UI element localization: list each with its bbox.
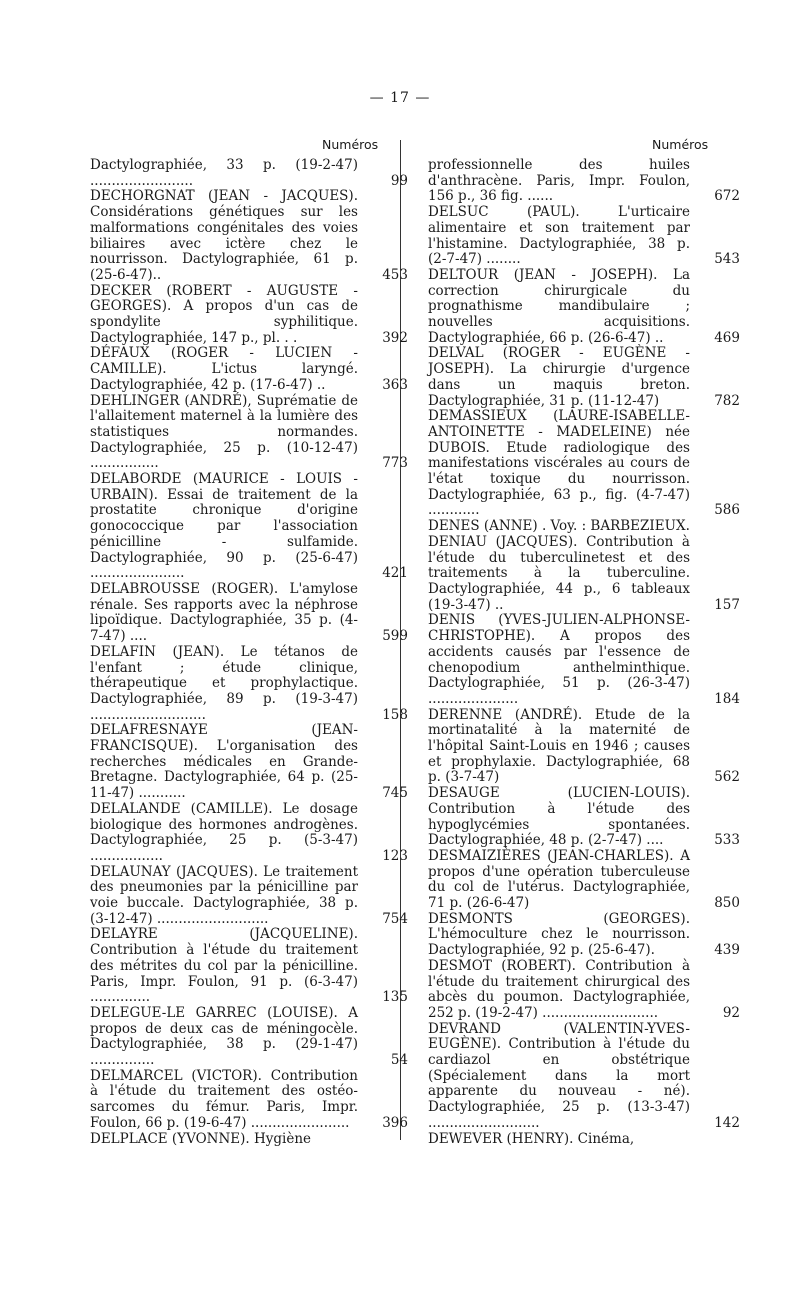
left-column: [90, 157, 408, 1147]
index-entry: [428, 706, 740, 787]
entry-number: 672: [714, 188, 740, 205]
entry-text: DECHORGNAT (JEAN - JACQUES). Considérations génétiques sur les malformations congénitales des voies biliaires avec ictère chez le nourrisson. Dactylographiée, 61 p. (25-6-47)..: [90, 188, 358, 283]
entry-text: DELALANDE (CAMILLE). Le dosage biologique des hormones androgènes. Dactylographiée, 25 p. (5-3-47) .................: [90, 800, 358, 864]
entry-text: DEWEVER (HENRY). Cinéma,: [428, 1130, 635, 1147]
entry-text: DECKER (ROBERT - AUGUSTE - GEORGES). A propos d'un cas de spondylite syphilitique. Dactylographiée, 147 p., pl. . .: [90, 282, 358, 346]
entry-number: 123: [382, 847, 408, 864]
right-column: [428, 157, 740, 1147]
index-entry: [428, 408, 740, 519]
entry-number: 754: [382, 910, 408, 927]
entry-number: 396: [382, 1114, 408, 1131]
entry-text: DERENNE (ANDRÉ). Etude de la mortinatalité à la maternité de l'hôpital Saint-Louis en 1946 ; causes et prophylaxie. Dactylographiée, 68 p. (3-7-47): [428, 706, 690, 786]
index-entry: [428, 204, 740, 268]
entry-text: DELAFIN (JEAN). Le tétanos de l'enfant ; étude clinique, thérapeutique et prophylactique. Dactylographiée, 89 p. (19-3-47) ...........................: [90, 643, 358, 723]
entry-number: 99: [390, 172, 408, 189]
entry-text: DELAUNAY (JACQUES). Le traitement des pneumonies par la pénicilline par voie buccale. Dactylographiée, 38 p. (3-12-47) ..........................: [90, 863, 358, 927]
entry-number: 392: [382, 329, 408, 346]
entry-number: 745: [382, 785, 408, 802]
entry-text: DEVRAND (VALENTIN-YVES-EUGÈNE). Contribution à l'étude du cardiazol en obstétrique (Spécialement dans la mort apparente du nouveau - né). Dactylographiée, 25 p. (13-3-47) ..........................: [428, 1020, 690, 1131]
entry-text: DESMONTS (GEORGES). L'hémoculture chez le nourrisson. Dactylographiée, 92 p. (25-6-47).: [428, 910, 690, 959]
entry-number: 363: [382, 376, 408, 393]
left-column-heading: Numéros: [322, 137, 379, 152]
entry-text: DELTOUR (JEAN - JOSEPH). La correction chirurgicale du prognathisme mandibulaire ; nouvelles acquisitions. Dactylographiée, 66 p. (26-6-47) ..: [428, 266, 690, 346]
index-entry: [428, 1020, 740, 1132]
index-entry: [90, 157, 408, 189]
entry-number: 586: [714, 502, 740, 519]
index-entry: [90, 282, 408, 347]
entry-number: 439: [714, 942, 740, 959]
entry-text: Dactylographiée, 33 p. (19-2-47) ........................: [90, 157, 358, 189]
index-entry: [428, 266, 740, 347]
entry-text: DELVAL (ROGER - EUGÈNE - JOSEPH). La chirurgie d'urgence dans un maquis breton. Dactylographiée, 31 p. (11-12-47): [428, 345, 690, 409]
entry-text: DELSUC (PAUL). L'urticaire alimentaire et son traitement par l'histamine. Dactylographiée, 38 p. (2-7-47) ........: [428, 204, 690, 268]
index-entry: [90, 800, 408, 865]
right-column-heading: Numéros: [652, 137, 709, 152]
entry-text: DELPLACE (YVONNE). Hygiène: [90, 1130, 312, 1147]
index-entry: [428, 533, 740, 614]
index-entry: [428, 785, 740, 849]
index-entry: [90, 722, 408, 802]
index-entry: [428, 910, 740, 959]
entry-text: DESMAIZIÈRES (JEAN-CHARLES). A propos d'une opération tuberculeuse du col de l'utérus. Dactylographiée, 71 p. (26-6-47): [428, 847, 690, 912]
index-entry: [90, 188, 408, 283]
index-entry: [90, 392, 408, 473]
entry-text: DELMARCEL (VICTOR). Contribution à l'étude du traitement des ostéo-sarcomes du fémur. Paris, Impr. Foulon, 66 p. (19-6-47) .......................: [90, 1067, 358, 1131]
index-entry: [428, 1132, 690, 1148]
page-number: — 17 —: [369, 90, 431, 106]
index-entry: [90, 345, 408, 393]
index-entry: [90, 863, 408, 928]
entry-number: 543: [714, 251, 740, 268]
entry-text: DESAUGE (LUCIEN-LOUIS). Contribution à l'étude des hypoglycémies spontanées. Dactylographiée, 48 p. (2-7-47) ....: [428, 785, 690, 849]
entry-number: 533: [714, 832, 740, 849]
entry-text: professionnelle des huiles d'anthracène. Paris, Impr. Foulon, 156 p., 36 fig. ......: [428, 157, 690, 205]
entry-text: DELABROUSSE (ROGER). L'amylose rénale. Ses rapports avec la néphrose lipoïdique. Dactylographiée, 35 p. (4-7-47) ....: [90, 580, 358, 645]
entry-number: 599: [382, 628, 408, 645]
index-entry: [428, 847, 740, 912]
entry-text: DELAYRE (JACQUELINE). Contribution à l'étude du traitement des métrites du col par la pénicilline. Paris, Impr. Foulon, 91 p. (6-3-47) ..............: [90, 926, 358, 1006]
entry-number: 184: [714, 690, 740, 707]
index-entry: [90, 1132, 358, 1148]
index-entry: [90, 926, 408, 1006]
entry-number: 92: [722, 1004, 740, 1021]
index-entry: [90, 1067, 408, 1132]
entry-text: DEHLINGER (ANDRÉ), Suprématie de l'allaitement maternel à la lumière des statistiques normandes. Dactylographiée, 25 p. (10-12-47) ................: [90, 392, 358, 472]
entry-text: DÉFAUX (ROGER - LUCIEN - CAMILLE). L'ictus laryngé. Dactylographiée, 42 p. (17-6-47) ..: [90, 345, 358, 393]
index-entry: [90, 643, 408, 724]
index-entry: [428, 957, 740, 1022]
index-entry: [90, 1004, 408, 1069]
entry-text: DENES (ANNE) . Voy. : BARBEZIEUX.: [428, 518, 690, 535]
entry-text: DENIS (YVES-JULIEN-ALPHONSE-CHRISTOPHE). A propos des accidents causés par l'essence de chenopodium anthelminthique. Dactylographiée, 51 p. (26-3-47) .....................: [428, 612, 690, 707]
entry-number: 135: [382, 989, 408, 1006]
index-entry: [428, 345, 740, 409]
entry-number: 469: [714, 329, 740, 346]
entry-number: 421: [382, 565, 408, 582]
index-entry: [90, 471, 408, 582]
entry-number: 54: [390, 1052, 408, 1069]
entry-number: 157: [714, 596, 740, 613]
index-entry: [428, 519, 690, 535]
entry-number: 850: [714, 895, 740, 912]
entry-number: 142: [714, 1114, 740, 1131]
entry-text: DEMASSIEUX (LAURE-ISABELLE-ANTOINETTE - MADELEINE) née DUBOIS. Etude radiologique des manifestations viscérales au cours de l'état toxique du nourrisson. Dactylographiée, 63 p., fig. (4-7-47) ............: [428, 408, 690, 519]
index-entry: [428, 612, 740, 707]
entry-number: 782: [714, 392, 740, 409]
entry-number: 453: [382, 266, 408, 283]
index-entry: [90, 580, 408, 645]
entry-number: 773: [382, 455, 408, 472]
entry-text: DESMOT (ROBERT). Contribution à l'étude du traitement chirurgical des abcès du poumon. Dactylographiée, 252 p. (19-2-47) ...........................: [428, 957, 690, 1021]
entry-text: DELABORDE (MAURICE - LOUIS - URBAIN). Essai de traitement de la prostatite chronique d'origine gonococcique par l'association pénicilline - sulfamide. Dactylographiée, 90 p. (25-6-47) ......................: [90, 471, 358, 582]
index-entry: [428, 157, 740, 205]
entry-text: DENIAU (JACQUES). Contribution à l'étude du tuberculinetest et des traitements à la tuberculine. Dactylographiée, 44 p., 6 tableaux (19-3-47) ..: [428, 533, 690, 613]
entry-text: DELAFRESNAYE (JEAN-FRANCISQUE). L'organisation des recherches médicales en Grande-Bretagne. Dactylographiée, 64 p. (25-11-47) ...........: [90, 722, 358, 802]
entry-text: DELEGUE-LE GARREC (LOUISE). A propos de deux cas de méningocèle. Dactylographiée, 38 p. (29-1-47) ...............: [90, 1004, 358, 1069]
entry-number: 562: [714, 769, 740, 786]
entry-number: 158: [382, 706, 408, 723]
